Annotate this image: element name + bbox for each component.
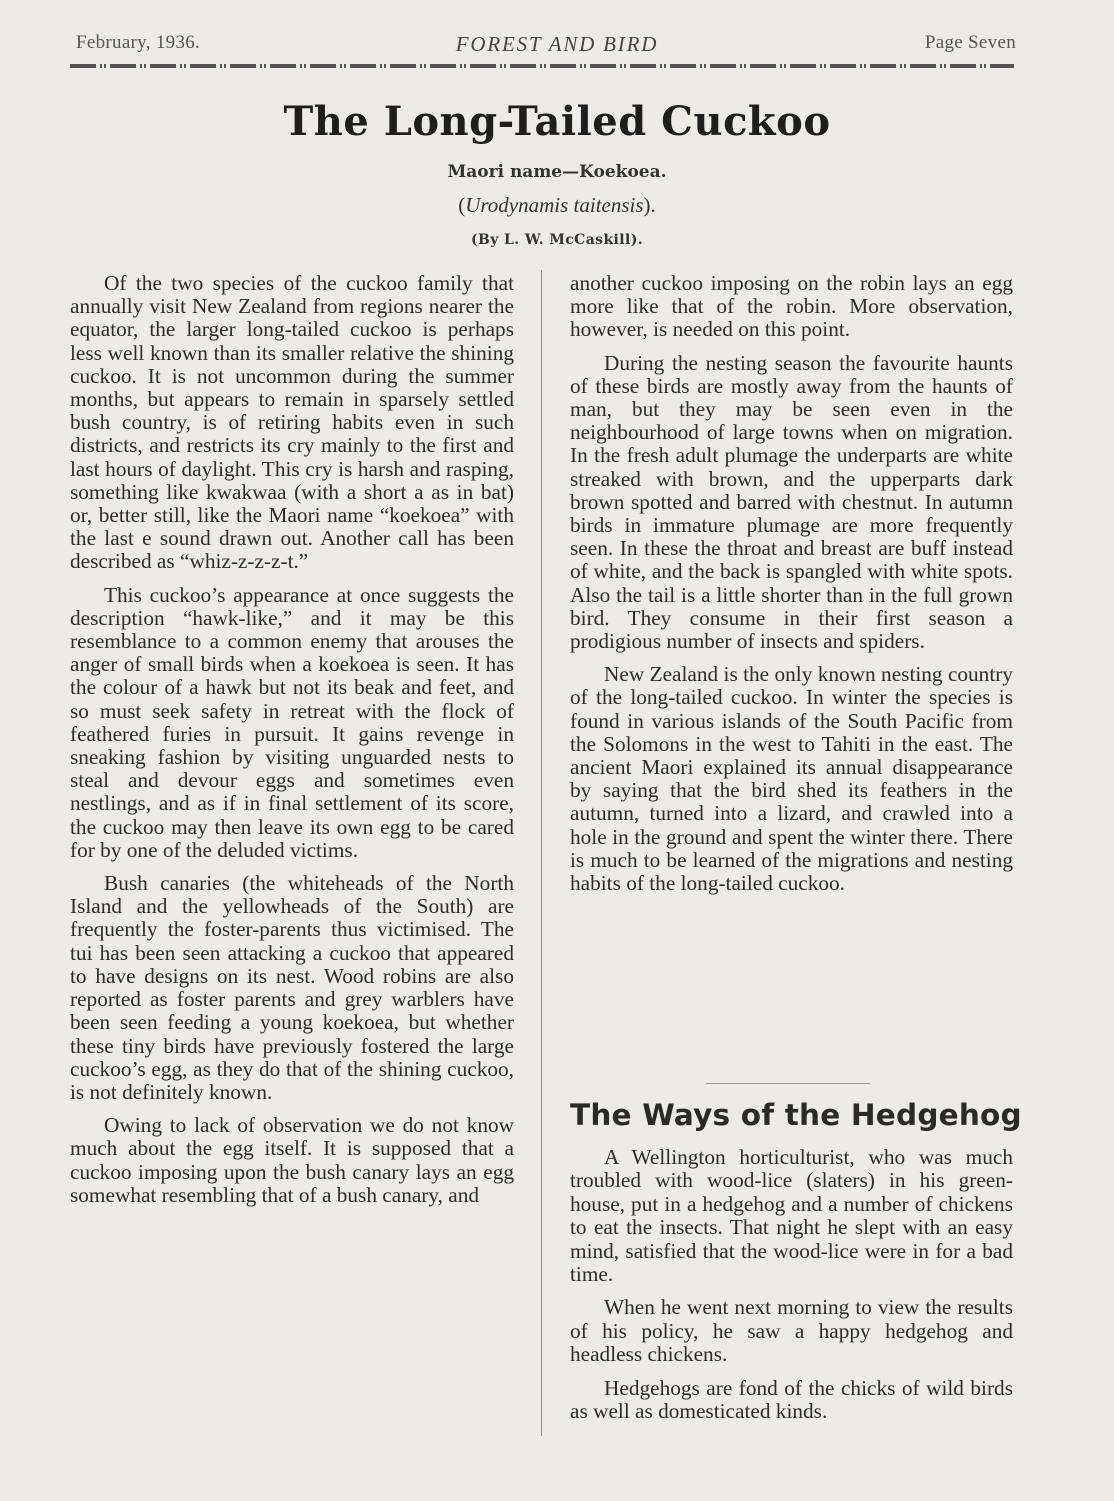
article-column-right [570, 272, 1013, 905]
hedgehog-article [570, 1146, 1013, 1433]
scientific-name: Urodynamis taitensis [465, 193, 644, 217]
sci-close-paren: ). [643, 193, 656, 217]
paragraph: When he went next morning to view the results of his policy, he saw a happy hedgehog and headless chickens. [570, 1295, 1013, 1367]
paragraph: Bush canaries (the whiteheads of the North Island and the yellowheads of the South) are frequently the foster-parents thus victimised. The tui has been seen attacking a cuckoo that appeared to have designs on its nest. Wood robins are also reported as foster parents and grey warblers have been seen feeding a young koekoea, but whether these tiny birds have previously fostered the large cuckoo’s egg, as they do that of the shining cuckoo, is not definitely known. [70, 871, 514, 1104]
page-number: Page Seven [924, 32, 1016, 53]
maori-name: Maori name—Koekoea. [447, 162, 667, 182]
article-column-left [70, 272, 514, 1217]
journal-name: FOREST AND BIRD [455, 32, 659, 56]
byline: (By L. W. McCaskill). [470, 232, 644, 248]
article-title: The Long-Tailed Cuckoo [283, 98, 831, 145]
issue-date: February, 1936. [76, 32, 201, 53]
paragraph: Owing to lack of observation we do not know much about the egg itself. It is supposed that a cuckoo imposing upon the bush canary lays an egg somewhat resembling that of a bush canary, and [70, 1113, 514, 1207]
sci-open-paren: ( [458, 193, 466, 217]
hedgehog-title: The Ways of the Hedgehog [570, 1098, 1022, 1132]
section-separator [706, 1083, 870, 1084]
column-divider [541, 270, 542, 1436]
header-rule [70, 64, 1014, 68]
scientific-name-line [0, 193, 1114, 218]
paragraph: Of the two species of the cuckoo family that annually visit New Zealand from regions nearer the equator, the larger long-tailed cuckoo is perhaps less well known than its smaller relative the shining cuckoo. It is not uncommon during the summer months, but appears to remain in sparsely settled bush country, is of retiring habits even in such districts, and restricts its cry mainly to the first and last hours of daylight. This cry is harsh and rasping, something like kwakwaa (with a short a as in bat) or, better still, like the Maori name “koekoea” with the last e sound drawn out. Another call has been described as “whiz-z-z-z-t.” [70, 271, 514, 574]
paragraph: New Zealand is the only known nesting country of the long-tailed cuckoo. In winter the species is found in various islands of the South Pacific from the Solomons in the west to Tahiti in the east. The ancient Maori explained its annual disappearance by saying that the bird shed its feathers in the autumn, turned into a lizard, and crawled into a hole in the ground and spent the winter there. There is much to be learned of the migrations and nesting habits of the long-tailed cuckoo. [570, 662, 1013, 896]
paragraph: another cuckoo imposing on the robin lays an egg more like that of the robin. More observation, however, is needed on this point. [570, 271, 1013, 342]
paragraph: A Wellington horticulturist, who was much troubled with wood-lice (slaters) in his green-house, put in a hedgehog and a number of chickens to eat the insects. That night he slept with an easy mind, satisfied that the wood-lice were in for a bad time. [570, 1145, 1013, 1287]
paragraph: This cuckoo’s appearance at once suggests the description “hawk-like,” and it may be this resemblance to a common enemy that arouses the anger of small birds when a koekoea is seen. It has the colour of a hawk but not its beak and feet, and so must seek safety in retreat with the flock of feathered furies in pursuit. It gains revenge in sneaking fashion by visiting unguarded nests to steal and devour eggs and sometimes even nestlings, and as if in final settlement of its score, the cuckoo may then leave its own egg to be cared for by one of the deluded victims. [70, 582, 514, 862]
paragraph: Hedgehogs are fond of the chicks of wild birds as well as domesticated kinds. [570, 1375, 1013, 1424]
paragraph: During the nesting season the favourite haunts of these birds are mostly away from the haunts of man, but they may be seen even in the neighbourhood of large towns when on migration. In the fresh adult plumage the underparts are white streaked with brown, and the upperparts dark brown spotted and barred with chestnut. In autumn birds in immature plumage are more frequently seen. In these the throat and breast are buff instead of white, and the back is spangled with white spots. Also the tail is a little shorter than in the full grown bird. They consume in their first season a prodigious number of insects and spiders. [570, 350, 1013, 654]
